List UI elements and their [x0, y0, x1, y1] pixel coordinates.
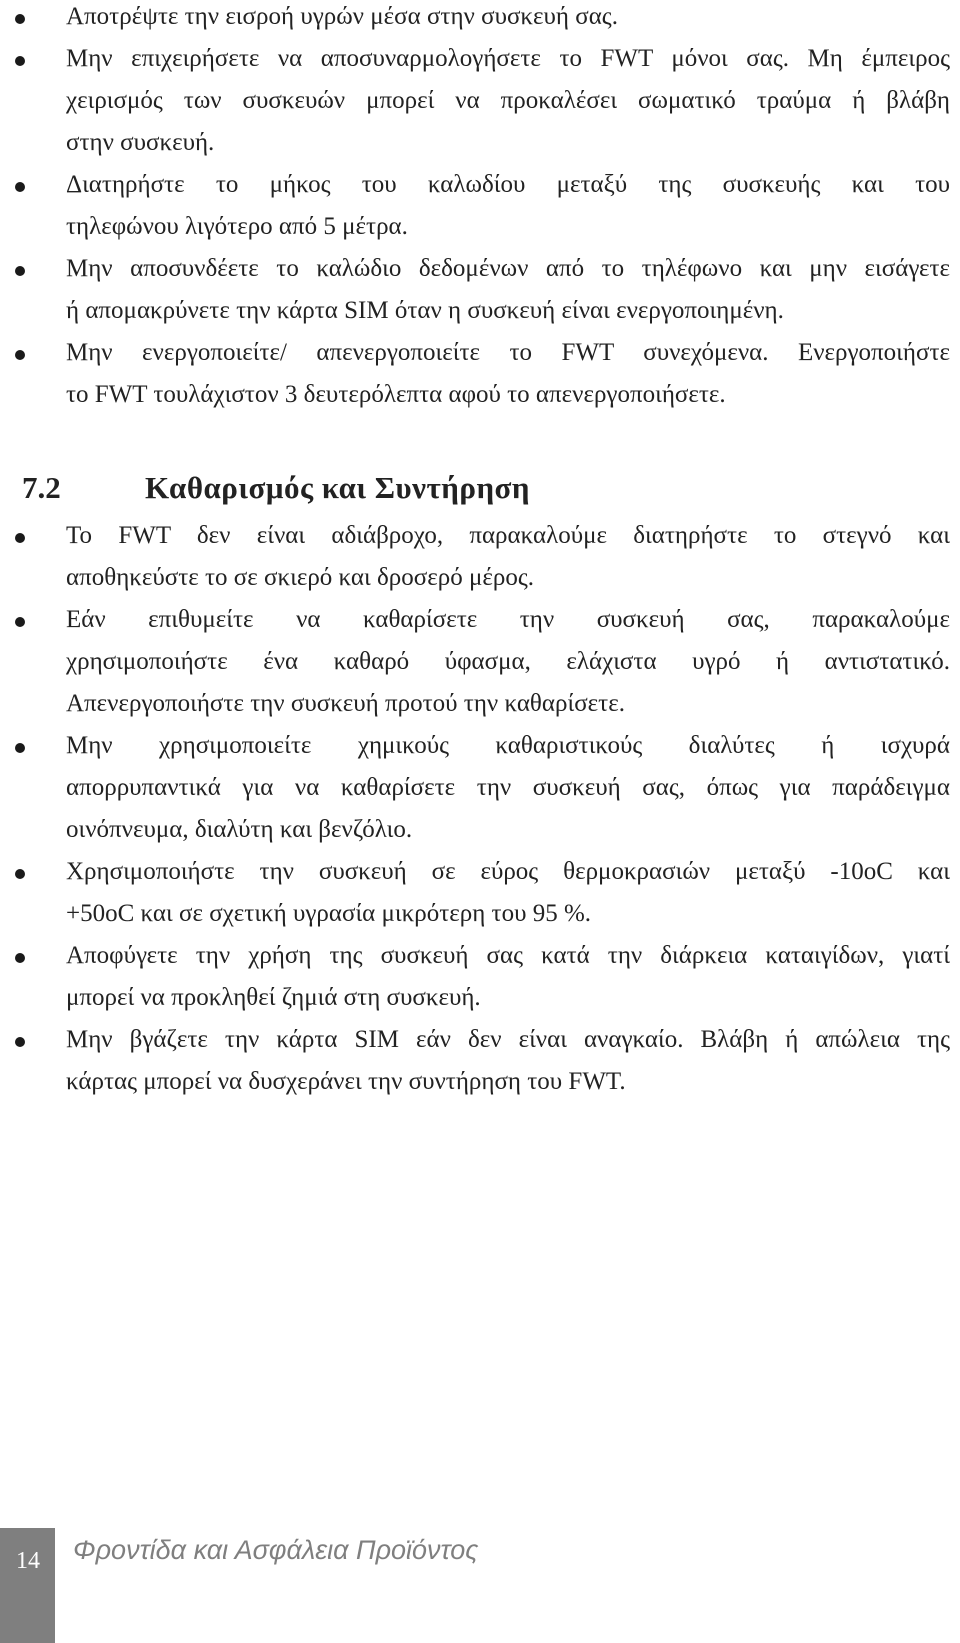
- bullet-icon: [15, 266, 25, 276]
- cleaning-bullet-list: [0, 515, 960, 1103]
- list-item-text-line: στην συσκευή.: [66, 129, 215, 156]
- page-number: 14: [16, 1548, 40, 1574]
- list-item: [0, 599, 960, 725]
- list-item-text-line: μπορεί να προκληθεί ζημιά στη συσκευή.: [66, 984, 481, 1011]
- list-item-text-line: χρησιμοποιήστε ένα καθαρό ύφασμα, ελάχιστα υγρό ή αντιστατικό.: [66, 648, 950, 675]
- list-item-text-line: Μην ενεργοποιείτε/ απενεργοποιείτε το FWT συνεχόμενα. Ενεργοποιήστε: [66, 339, 950, 366]
- list-item-text-line: ή απομακρύνετε την κάρτα SIM όταν η συσκευή είναι ενεργοποιημένη.: [66, 297, 784, 324]
- list-item-text-line: Διατηρήστε το μήκος του καλωδίου μεταξύ της συσκευής και του: [66, 171, 950, 198]
- section-number: 7.2: [22, 470, 61, 505]
- bullet-icon: [15, 617, 25, 627]
- footer-title: Φροντίδα και Ασφάλεια Προϊόντος: [73, 1535, 479, 1565]
- list-item: [0, 1019, 960, 1103]
- list-item-text-line: Μην χρησιμοποιείτε χημικούς καθαριστικούς διαλύτες ή ισχυρά: [66, 732, 950, 759]
- bullet-icon: [15, 182, 25, 192]
- list-item-text-line: Αποφύγετε την χρήση της συσκευή σας κατά την διάρκεια καταιγίδων, γιατί: [66, 942, 950, 969]
- bullet-icon: [15, 56, 25, 66]
- list-item-text-line: Μην βγάζετε την κάρτα SIM εάν δεν είναι αναγκαίο. Βλάβη ή απώλεια της: [66, 1026, 950, 1053]
- list-item: [0, 935, 960, 1019]
- list-item-text-line: Το FWT δεν είναι αδιάβροχο, παρακαλούμε διατηρήστε το στεγνό και: [66, 522, 950, 549]
- list-item: [0, 515, 960, 599]
- bullet-icon: [15, 869, 25, 879]
- list-item-text-line: οινόπνευμα, διαλύτη και βενζόλιο.: [66, 816, 413, 843]
- list-item-text-line: Μην αποσυνδέετε το καλώδιο δεδομένων από το τηλέφωνο και μην εισάγετε: [66, 255, 950, 282]
- list-item-text-line: το FWT τουλάχιστον 3 δευτερόλεπτα αφού το απενεργοποιήσετε.: [66, 381, 726, 408]
- list-item-text-line: +50oC και σε σχετική υγρασία μικρότερη του 95 %.: [66, 900, 592, 927]
- bullet-icon: [15, 743, 25, 753]
- list-item: [0, 164, 960, 248]
- list-item: [0, 0, 960, 38]
- list-item-text-line: χειρισμός των συσκευών μπορεί να προκαλέσει σωματικό τραύμα ή βλάβη: [66, 87, 950, 114]
- list-item: [0, 248, 960, 332]
- safety-bullet-list: [0, 0, 960, 416]
- list-item-text-line: Απενεργοποιήστε την συσκευή προτού την καθαρίσετε.: [66, 690, 625, 717]
- list-item-text-line: Χρησιμοποιήστε την συσκευή σε εύρος θερμοκρασιών μεταξύ -10oC και: [66, 858, 950, 885]
- bullet-icon: [15, 953, 25, 963]
- list-item: [0, 725, 960, 851]
- list-item: [0, 332, 960, 416]
- bullet-icon: [15, 533, 25, 543]
- bullet-icon: [15, 1037, 25, 1047]
- list-item-text-line: απορρυπαντικά για να καθαρίσετε την συσκευή σας, όπως για παράδειγμα: [66, 774, 950, 801]
- section-title: Καθαρισμός και Συντήρηση: [145, 470, 531, 505]
- list-item-text-line: τηλεφώνου λιγότερο από 5 μέτρα.: [66, 213, 408, 240]
- footer-page-tab: [0, 1528, 55, 1643]
- list-item-text-line: Εάν επιθυμείτε να καθαρίσετε την συσκευή σας, παρακαλούμε: [66, 606, 950, 633]
- bullet-icon: [15, 350, 25, 360]
- list-item-text-line: κάρτας μπορεί να δυσχεράνει την συντήρηση του FWT.: [66, 1068, 626, 1095]
- list-item-text-line: Μην επιχειρήσετε να αποσυναρμολογήσετε το FWT μόνοι σας. Μη έμπειρος: [66, 45, 950, 72]
- list-item-text-line: Αποτρέψτε την εισροή υγρών μέσα στην συσκευή σας.: [66, 3, 618, 30]
- bullet-icon: [15, 14, 25, 24]
- list-item: [0, 851, 960, 935]
- list-item-text-line: αποθηκεύστε το σε σκιερό και δροσερό μέρος.: [66, 564, 534, 591]
- list-item: [0, 38, 960, 164]
